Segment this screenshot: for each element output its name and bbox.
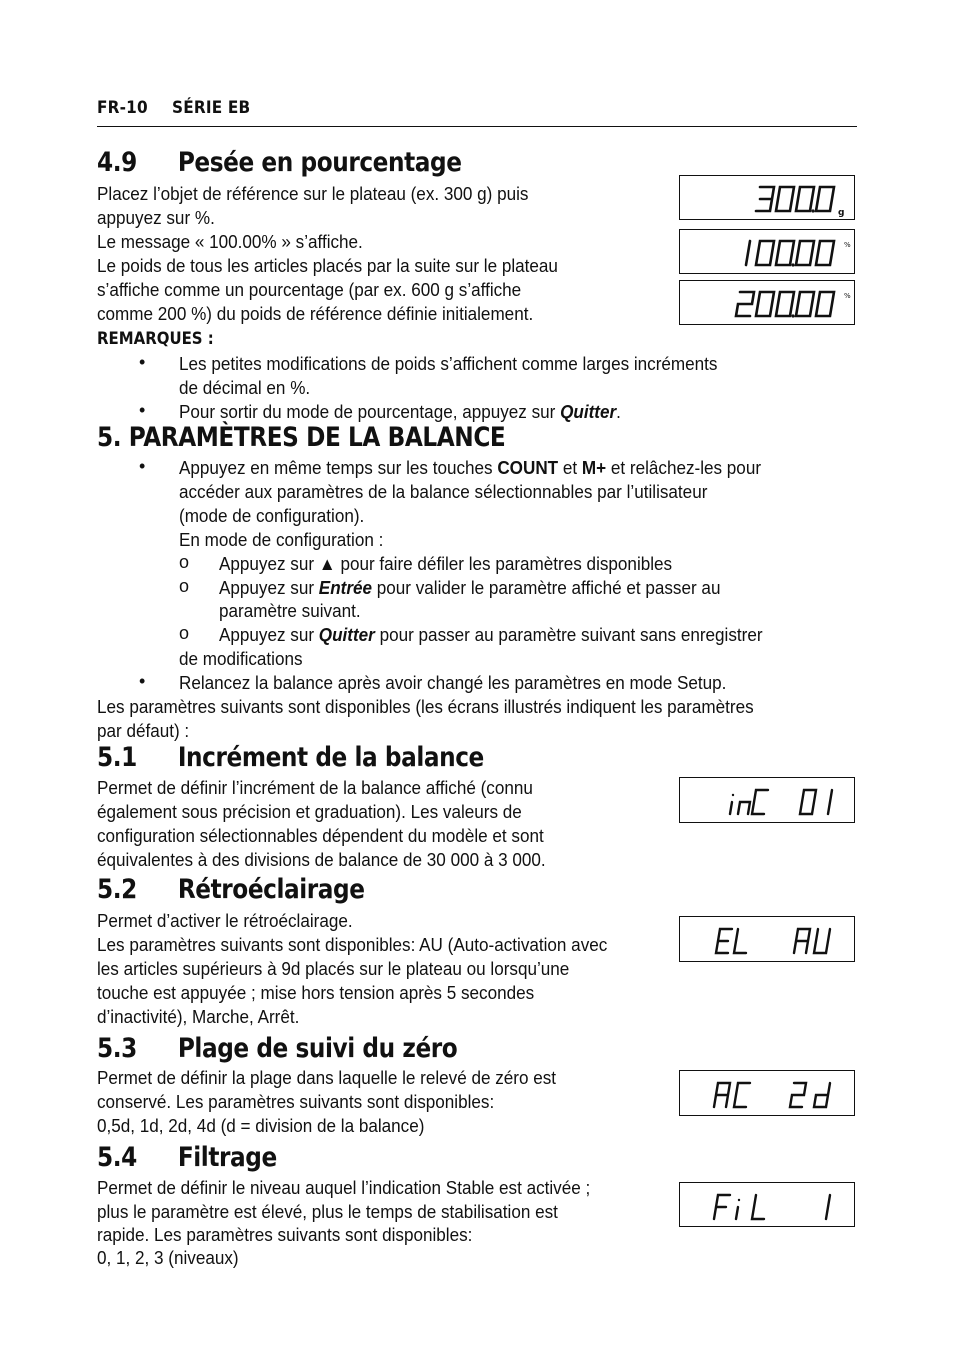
remark-2 (179, 400, 621, 424)
seven-segment-display (680, 778, 854, 822)
bullet-dot: • (139, 456, 146, 476)
s53-line-3: 0,5d, 1d, 2d, 4d (d = division de la balance) (97, 1116, 425, 1136)
quitter-key-label: Quitter (560, 402, 617, 422)
s49-line-3: Le message « 100.00% » s’affiche. (97, 232, 363, 252)
s53-line-1: Permet de définir la plage dans laquelle le relevé de zéro est (97, 1068, 557, 1088)
section-title: Plage de suivi du zéro (177, 1033, 458, 1064)
s5-para-line-2: par défaut) : (97, 721, 190, 741)
bullet-dot: • (139, 400, 146, 420)
s52-line-2: Les paramètres suivants sont disponibles: AU (Auto-activation avec (97, 935, 608, 955)
s49-line-5: s’affiche comme un pourcentage (par ex. 600 g s’affiche (97, 280, 522, 300)
s52-line-5: d’inactivité), Marche, Arrêt. (97, 1007, 300, 1027)
s51-line-3: configuration sélectionnables dépendent du modèle et sont (97, 826, 544, 846)
s5-sub-3 (219, 623, 763, 647)
s54-line-2: plus le paramètre est élevé, plus le temps de stabilisation est (97, 1202, 558, 1222)
entree-key-label: Entrée (318, 578, 372, 598)
series-title: SÉRIE EB (172, 98, 251, 118)
s51-line-4: équivalentes à des divisions de balance de 30 000 à 3 000. (97, 850, 546, 870)
section-number: 5.4 (97, 1142, 137, 1173)
section-5-3-heading (97, 1033, 457, 1064)
remark-1-line-1: Les petites modifications de poids s’affichent comme larges incréments (179, 354, 718, 374)
seven-segment-display (680, 281, 854, 324)
section-5-2-heading (97, 874, 365, 905)
text: Appuyez sur (219, 578, 319, 598)
s5-sub-1: Appuyez sur ▲ pour faire défiler les paramètres disponibles (219, 554, 673, 574)
bullet-dot: • (139, 671, 146, 691)
section-number: 5.1 (97, 742, 137, 773)
s52-line-4: touche est appuyée ; mise hors tension après 5 secondes (97, 983, 535, 1003)
s52-line-1: Permet d’activer le rétroéclairage. (97, 911, 353, 931)
remark-2-end: . (616, 402, 621, 422)
seven-segment-display (680, 1071, 854, 1115)
unit-label: g (838, 208, 845, 218)
sub-bullet-marker: o (179, 623, 190, 643)
page-code: FR-10 (97, 98, 148, 118)
s54-line-3: rapide. Les paramètres suivants sont disponibles: (97, 1225, 473, 1245)
text: Appuyez en même temps sur les touches (179, 458, 498, 478)
s5-sub-2-line-2: paramètre suivant. (219, 601, 361, 621)
s5-bullet-2: Relancez la balance après avoir changé les paramètres en mode Setup. (179, 673, 727, 693)
lcd-display-200 (679, 280, 855, 325)
text: et relâchez-les pour (606, 458, 762, 478)
s5-sub-2 (219, 576, 720, 600)
unit-label: % (844, 241, 851, 249)
s5-bullet-1-line-4: En mode de configuration : (179, 530, 384, 550)
seven-segment-display (680, 176, 854, 219)
s49-line-1: Placez l’objet de référence sur le plateau (ex. 300 g) puis (97, 184, 529, 204)
lcd-display-inc (679, 777, 855, 823)
remark-2-text: Pour sortir du mode de pourcentage, appuyez sur (179, 402, 561, 422)
section-number: 4.9 (97, 147, 137, 178)
bullet-dot: • (139, 352, 146, 372)
sub-bullet-marker: o (179, 552, 190, 572)
sub-bullet-marker: o (179, 576, 190, 596)
s5-sub-3-line-2: de modifications (179, 649, 303, 669)
text: pour passer au paramètre suivant sans enregistrer (374, 625, 763, 645)
s54-line-4: 0, 1, 2, 3 (niveaux) (97, 1248, 239, 1268)
lcd-display-300g (679, 175, 855, 220)
lcd-display-fil (679, 1182, 855, 1227)
section-title: Filtrage (177, 1142, 277, 1173)
quitter-key-label: Quitter (318, 625, 375, 645)
section-title: Incrément de la balance (177, 742, 484, 773)
lcd-display-el (679, 916, 855, 962)
section-number: 5.3 (97, 1033, 137, 1064)
s49-line-4: Le poids de tous les articles placés par la suite sur le plateau (97, 256, 558, 276)
s52-line-3: les articles supérieurs à 9d placés sur le plateau ou lorsqu’une (97, 959, 570, 979)
section-5-4-heading (97, 1142, 277, 1173)
s5-bullet-1-line-2: accéder aux paramètres de la balance sélectionnables par l’utilisateur (179, 482, 708, 502)
unit-label: % (844, 292, 851, 300)
section-4-9-heading (97, 147, 462, 178)
section-5-1-heading (97, 742, 484, 773)
remark-1-line-2: de décimal en %. (179, 378, 311, 398)
count-key-label: COUNT (497, 458, 559, 478)
seven-segment-display (680, 917, 854, 961)
s49-line-6: comme 200 %) du poids de référence définie initialement. (97, 304, 534, 324)
section-5-heading: 5. PARAMÈTRES DE LA BALANCE (97, 422, 506, 453)
seven-segment-display (680, 1183, 854, 1226)
s54-line-1: Permet de définir le niveau auquel l’indication Stable est activée ; (97, 1178, 591, 1198)
s51-line-1: Permet de définir l’incrément de la balance affiché (connu (97, 778, 533, 798)
text: Appuyez sur (219, 625, 319, 645)
remarks-label: REMARQUES : (97, 329, 214, 349)
s5-bullet-1-line-1 (179, 456, 761, 480)
lcd-display-100 (679, 229, 855, 274)
s51-line-2: également sous précision et graduation). Les valeurs de (97, 802, 522, 822)
page-header (97, 98, 857, 127)
s5-bullet-1-line-3: (mode de configuration). (179, 506, 365, 526)
text: pour valider le paramètre affiché et passer au (371, 578, 721, 598)
section-title: Pesée en pourcentage (177, 147, 462, 178)
section-title: Rétroéclairage (177, 874, 365, 905)
s5-para-line-1: Les paramètres suivants sont disponibles (les écrans illustrés indiquent les paramètres (97, 697, 754, 717)
seven-segment-display (680, 230, 854, 273)
lcd-display-ac (679, 1070, 855, 1116)
section-number: 5.2 (97, 874, 137, 905)
s53-line-2: conservé. Les paramètres suivants sont disponibles: (97, 1092, 495, 1112)
m-plus-key-label: M+ (581, 458, 607, 478)
text: et (558, 458, 582, 478)
s49-line-2: appuyez sur %. (97, 208, 215, 228)
